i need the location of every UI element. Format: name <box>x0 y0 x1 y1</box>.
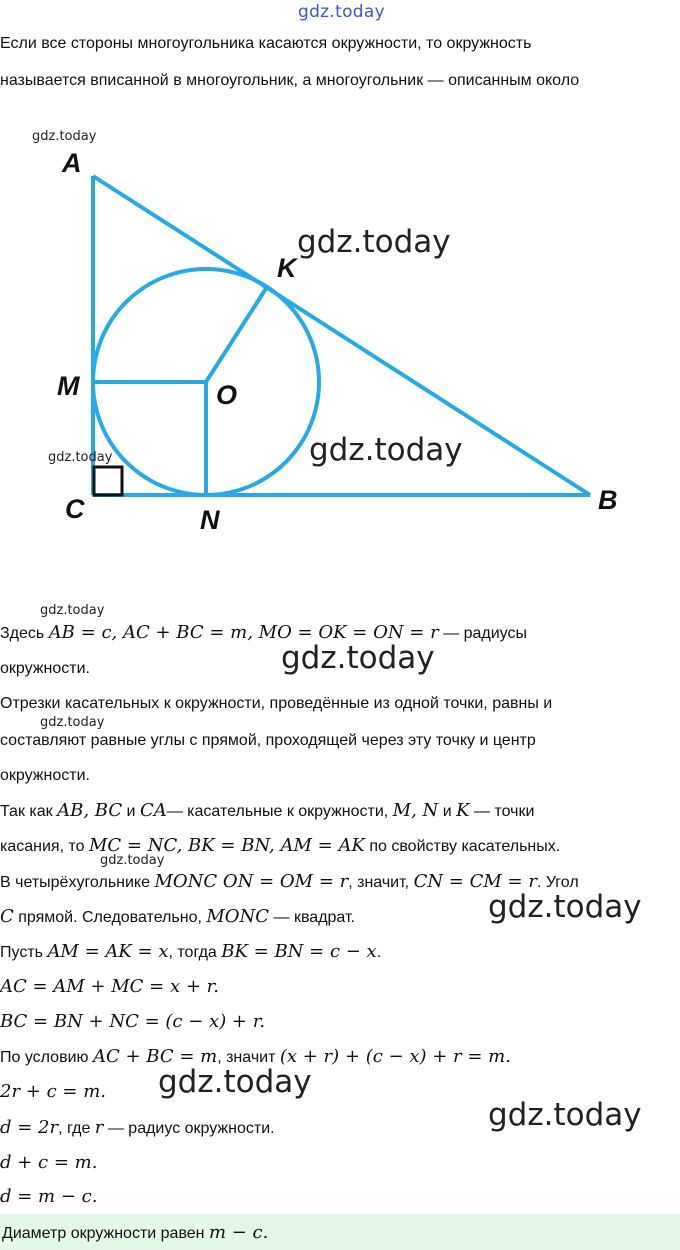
watermark-text-2: gdz.today <box>281 640 435 676</box>
solution-line-10: Пусть AM = AK = x, тогда BK = BN = c − x. <box>0 941 382 962</box>
solution-line-9: C прямой. Следовательно, MONC — квадрат. <box>0 906 355 927</box>
watermark-figure-4: gdz.today <box>48 450 113 465</box>
triangle-figure <box>0 130 680 550</box>
solution-line-13: По условию AC + BC = m, значит (x + r) + (c − x) + r = m. <box>0 1046 511 1067</box>
watermark-top: gdz.today <box>298 2 385 22</box>
solution-line-7: касания, то MC = NC, BK = BN, AM = AK по свойству касательных. <box>0 835 561 856</box>
watermark-figure-2: gdz.today <box>297 224 451 260</box>
solution-line-5: окружности. <box>0 767 90 784</box>
solution-line-6: Так как AB, BC и CA— касательные к окружности, M, N и K — точки <box>0 800 535 821</box>
solution-line-2: окружности. <box>0 660 90 677</box>
intro-line-1: Если все стороны многоугольника касаются окружности, то окружность <box>0 35 532 52</box>
solution-line-12: BC = BN + NC = (c − x) + r. <box>0 1011 266 1032</box>
watermark-text-5: gdz.today <box>488 889 642 925</box>
label-point-k: K <box>277 253 297 283</box>
solution-line-15: d = 2r, где r — радиус окружности. <box>0 1117 275 1138</box>
label-point-m: M <box>57 371 80 401</box>
watermark-text-6: gdz.today <box>158 1064 312 1100</box>
solution-line-17: d = m − c. <box>0 1186 98 1207</box>
watermark-text-1: gdz.today <box>40 603 105 618</box>
watermark-text-7: gdz.today <box>488 1097 642 1133</box>
solution-line-1: Здесь AB = c, AC + BC = m, MO = OK = ON = r — радиусы <box>0 622 527 643</box>
label-point-b: B <box>598 485 618 515</box>
solution-line-4: составляют равные углы с прямой, проходящей через эту точку и центр <box>0 732 536 749</box>
right-angle-mark <box>94 467 122 495</box>
solution-line-14: 2r + c = m. <box>0 1081 106 1102</box>
solution-line-8: В четырёхугольнике MONC ON = OM = r, значит, CN = CM = r. Угол <box>0 871 579 892</box>
label-point-c: C <box>65 494 85 524</box>
label-point-a: A <box>62 148 82 178</box>
answer-text: Диаметр окружности равен m − c. <box>2 1222 269 1243</box>
label-point-o: O <box>216 380 238 410</box>
radius-ok <box>206 287 267 382</box>
watermark-figure-3: gdz.today <box>309 432 463 468</box>
watermark-text-3: gdz.today <box>40 715 105 730</box>
watermark-figure-1: gdz.today <box>32 129 97 144</box>
intro-line-2: называется вписанной в многоугольник, а многоугольник — описанным около <box>0 72 580 89</box>
solution-line-11: AC = AM + MC = x + r. <box>0 976 220 997</box>
solution-line-3: Отрезки касательных к окружности, проведённые из одной точки, равны и <box>0 695 553 712</box>
watermark-text-4: gdz.today <box>100 853 165 868</box>
label-point-n: N <box>200 505 220 535</box>
solution-line-16: d + c = m. <box>0 1152 98 1173</box>
